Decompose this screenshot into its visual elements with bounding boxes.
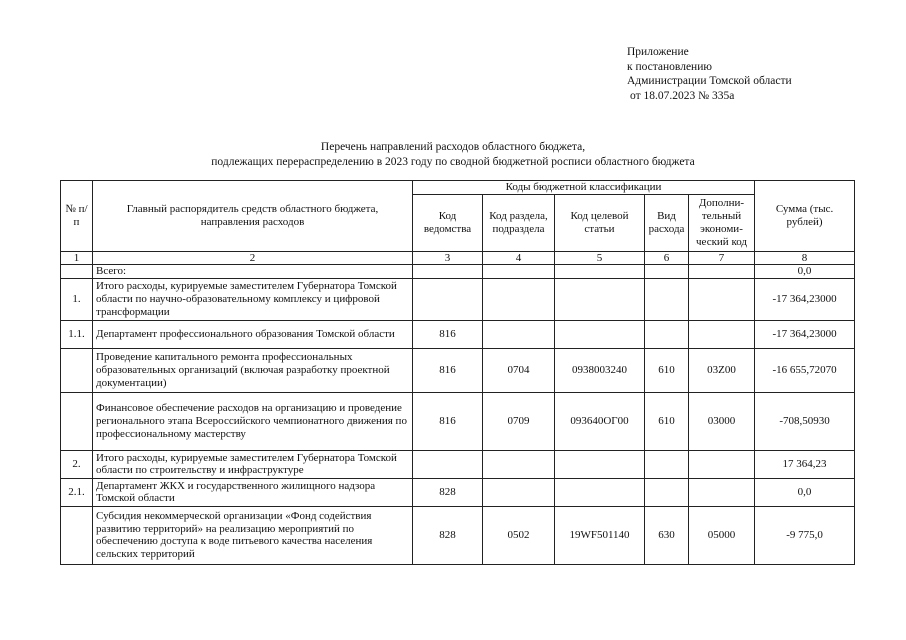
row-dept: 828 [413,478,483,506]
table-row [61,265,855,279]
row-target [555,278,645,320]
row-sum: 0,0 [755,478,855,506]
row-type: 610 [645,348,689,392]
row-extra [689,278,755,320]
row-extra: 03Z00 [689,348,755,392]
column-numbers-row [61,252,855,265]
row-section [483,320,555,348]
header-num: № п/п [61,181,93,252]
row-num: 1.1. [61,320,93,348]
title-line: Перечень направлений расходов областного бюджета, [320,141,586,153]
header-expense-type: Вид расхода [645,195,689,252]
appendix-line: Администрации Томской области [627,75,792,87]
header-target-code: Код целевой статьи [555,195,645,252]
row-type [645,320,689,348]
table-row [61,450,855,478]
row-sum: 17 364,23 [755,450,855,478]
header-main: Главный распорядитель средств областного бюджета, направления расходов [93,181,413,252]
row-sum: -708,50930 [755,392,855,450]
row-target: 093640ОГ00 [555,392,645,450]
row-num [61,348,93,392]
row-dept: 828 [413,506,483,564]
table-row [61,392,855,450]
table-row [61,506,855,564]
row-name: Субсидия некоммерческой организации «Фонд содействия развитию территорий» на реализацию мероприятий по обеспечению доступа к воде питьевого качества населения сельских территорий [93,506,413,564]
row-section [483,278,555,320]
table-row [61,320,855,348]
title-line: подлежащих перераспределению в 2023 году по сводной бюджетной росписи областного бюджета [211,155,695,168]
table-row [61,278,855,320]
row-num [61,265,93,279]
appendix-line: Приложение [627,46,689,58]
row-sum: -17 364,23000 [755,320,855,348]
appendix-line: к постановлению [627,60,712,73]
row-extra [689,320,755,348]
row-target [555,320,645,348]
row-name: Проведение капитального ремонта профессиональных образовательных организаций (включая разработку проектной документации) [93,348,413,392]
row-extra [689,265,755,279]
row-section: 0709 [483,392,555,450]
row-sum: -17 364,23000 [755,278,855,320]
row-section [483,450,555,478]
column-number: 4 [483,252,555,265]
row-sum: 0,0 [755,265,855,279]
row-num: 2.1. [61,478,93,506]
column-number: 3 [413,252,483,265]
row-extra: 05000 [689,506,755,564]
row-name: Итого расходы, курируемые заместителем Губернатора Томской области по строительству и инфраструктуре [93,450,413,478]
column-number: 5 [555,252,645,265]
row-type [645,265,689,279]
row-sum: -9 775,0 [755,506,855,564]
row-target [555,450,645,478]
row-section [483,265,555,279]
row-dept [413,265,483,279]
row-dept: 816 [413,348,483,392]
row-section: 0502 [483,506,555,564]
row-type [645,478,689,506]
column-number: 8 [755,252,855,265]
table-row [61,478,855,506]
header-section-code: Код раздела, подраздела [483,195,555,252]
row-name: Итого расходы, курируемые заместителем Губернатора Томской области по научно-образовательному комплексу и цифровой трансформации [93,278,413,320]
row-type: 630 [645,506,689,564]
row-extra: 03000 [689,392,755,450]
row-type [645,450,689,478]
document-title [0,140,906,169]
row-dept: 816 [413,392,483,450]
row-name: Департамент ЖКХ и государственного жилищного надзора Томской области [93,478,413,506]
row-extra [689,450,755,478]
row-type [645,278,689,320]
column-number: 2 [93,252,413,265]
row-dept: 816 [413,320,483,348]
expense-table [60,180,855,565]
appendix-block [627,45,792,103]
row-target: 19WF501140 [555,506,645,564]
header-dept-code: Код ведомства [413,195,483,252]
row-sum: -16 655,72070 [755,348,855,392]
row-target: 0938003240 [555,348,645,392]
row-name: Финансовое обеспечение расходов на организацию и проведение регионального этапа Всероссийского чемпионатного движения по профессиональному мастерству [93,392,413,450]
row-num: 1. [61,278,93,320]
row-num: 2. [61,450,93,478]
row-dept [413,278,483,320]
row-num [61,506,93,564]
row-section [483,478,555,506]
column-number: 7 [689,252,755,265]
row-target [555,265,645,279]
header-codes-group: Коды бюджетной классификации [413,181,755,195]
row-dept [413,450,483,478]
table-row [61,348,855,392]
header-extra-code: Дополни-тельный экономи-ческий код [689,195,755,252]
row-num [61,392,93,450]
row-target [555,478,645,506]
row-name: Департамент профессионального образования Томской области [93,320,413,348]
row-name: Всего: [93,265,413,279]
row-section: 0704 [483,348,555,392]
row-type: 610 [645,392,689,450]
row-extra [689,478,755,506]
header-sum: Сумма (тыс. рублей) [755,181,855,252]
column-number: 6 [645,252,689,265]
appendix-line: от 18.07.2023 № 335а [630,89,735,102]
column-number: 1 [61,252,93,265]
